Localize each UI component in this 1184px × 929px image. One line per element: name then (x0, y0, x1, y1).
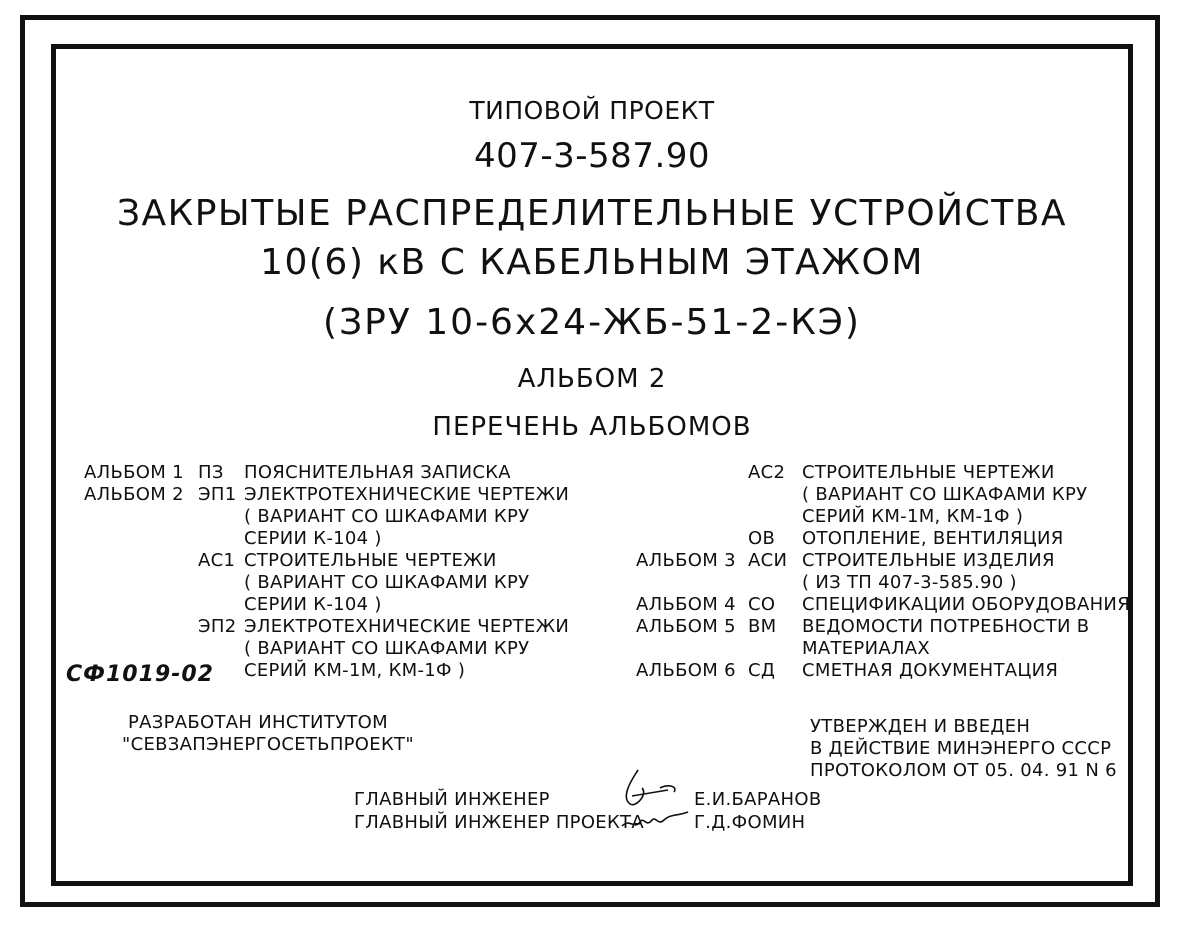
approval-line-2: В ДЕЙСТВИЕ МИНЭНЕРГО СССР (810, 738, 1112, 759)
right-desc: СМЕТНАЯ ДОКУМЕНТАЦИЯ (802, 660, 1059, 681)
left-desc: ЭЛЕКТРОТЕХНИЧЕСКИЕ ЧЕРТЕЖИ (244, 484, 570, 505)
right-desc: ОТОПЛЕНИЕ, ВЕНТИЛЯЦИЯ (802, 528, 1064, 549)
albums-list-title: ПЕРЕЧЕНЬ АЛЬБОМОВ (432, 412, 752, 442)
right-desc: ВЕДОМОСТИ ПОТРЕБНОСТИ В (802, 616, 1090, 637)
right-code: ВМ (748, 616, 777, 637)
album-label: АЛЬБОМ 2 (517, 364, 667, 394)
right-code: СД (748, 660, 776, 681)
left-album: АЛЬБОМ 2 (84, 484, 184, 505)
right-desc: ( ИЗ ТП 407-3-585.90 ) (802, 572, 1017, 593)
left-desc: ( ВАРИАНТ СО ШКАФАМИ КРУ (244, 638, 530, 659)
left-code: ЭП1 (198, 484, 237, 505)
right-desc: СЕРИЙ КМ-1М, КМ-1Ф ) (802, 506, 1024, 527)
left-desc: ЭЛЕКТРОТЕХНИЧЕСКИЕ ЧЕРТЕЖИ (244, 616, 570, 637)
right-album: АЛЬБОМ 4 (636, 594, 736, 615)
right-code: АС2 (748, 462, 786, 483)
left-desc: ПОЯСНИТЕЛЬНАЯ ЗАПИСКА (244, 462, 511, 483)
right-code: АСИ (748, 550, 788, 571)
right-album: АЛЬБОМ 5 (636, 616, 736, 637)
archive-stamp: СФ1019-02 (66, 662, 214, 687)
right-desc: МАТЕРИАЛАХ (802, 638, 931, 659)
developer-line-1: РАЗРАБОТАН ИНСТИТУТОМ (128, 712, 388, 733)
left-desc: ( ВАРИАНТ СО ШКАФАМИ КРУ (244, 506, 530, 527)
developer-line-2: "СЕВЗАПЭНЕРГОСЕТЬПРОЕКТ" (122, 734, 414, 755)
right-album: АЛЬБОМ 6 (636, 660, 736, 681)
right-album: АЛЬБОМ 3 (636, 550, 736, 571)
left-desc: СЕРИЙ КМ-1М, КМ-1Ф ) (244, 660, 466, 681)
left-desc: ( ВАРИАНТ СО ШКАФАМИ КРУ (244, 572, 530, 593)
project-number: 407-3-587.90 (473, 136, 711, 176)
right-desc: ( ВАРИАНТ СО ШКАФАМИ КРУ (802, 484, 1088, 505)
title-line-2: 10(6) кВ С КАБЕЛЬНЫМ ЭТАЖОМ (260, 242, 924, 283)
chief-engineer-role: ГЛАВНЫЙ ИНЖЕНЕР (354, 789, 550, 810)
signature-graphic (608, 760, 698, 840)
project-engineer-name: Г.Д.ФОМИН (694, 812, 806, 833)
project-code: (ЗРУ 10-6х24-ЖБ-51-2-КЭ) (323, 302, 861, 343)
doc-type: ТИПОВОЙ ПРОЕКТ (469, 96, 715, 125)
right-desc: СТРОИТЕЛЬНЫЕ ЧЕРТЕЖИ (802, 462, 1055, 483)
chief-engineer-name: Е.И.БАРАНОВ (694, 789, 822, 810)
left-code: АС1 (198, 550, 236, 571)
left-code: ЭП2 (198, 616, 237, 637)
right-code: ОВ (748, 528, 776, 549)
title-line-1: ЗАКРЫТЫЕ РАСПРЕДЕЛИТЕЛЬНЫЕ УСТРОЙСТВА (116, 193, 1068, 234)
left-code: ПЗ (198, 462, 224, 483)
project-engineer-role: ГЛАВНЫЙ ИНЖЕНЕР ПРОЕКТА (354, 812, 644, 833)
left-desc: СЕРИИ К-104 ) (244, 594, 382, 615)
left-desc: СТРОИТЕЛЬНЫЕ ЧЕРТЕЖИ (244, 550, 497, 571)
approval-line-1: УТВЕРЖДЕН И ВВЕДЕН (810, 716, 1031, 737)
left-desc: СЕРИИ К-104 ) (244, 528, 382, 549)
left-album: АЛЬБОМ 1 (84, 462, 184, 483)
right-desc: СПЕЦИФИКАЦИИ ОБОРУДОВАНИЯ (802, 594, 1131, 615)
right-code: СО (748, 594, 776, 615)
approval-line-3: ПРОТОКОЛОМ ОТ 05. 04. 91 N 6 (810, 760, 1117, 781)
right-desc: СТРОИТЕЛЬНЫЕ ИЗДЕЛИЯ (802, 550, 1055, 571)
